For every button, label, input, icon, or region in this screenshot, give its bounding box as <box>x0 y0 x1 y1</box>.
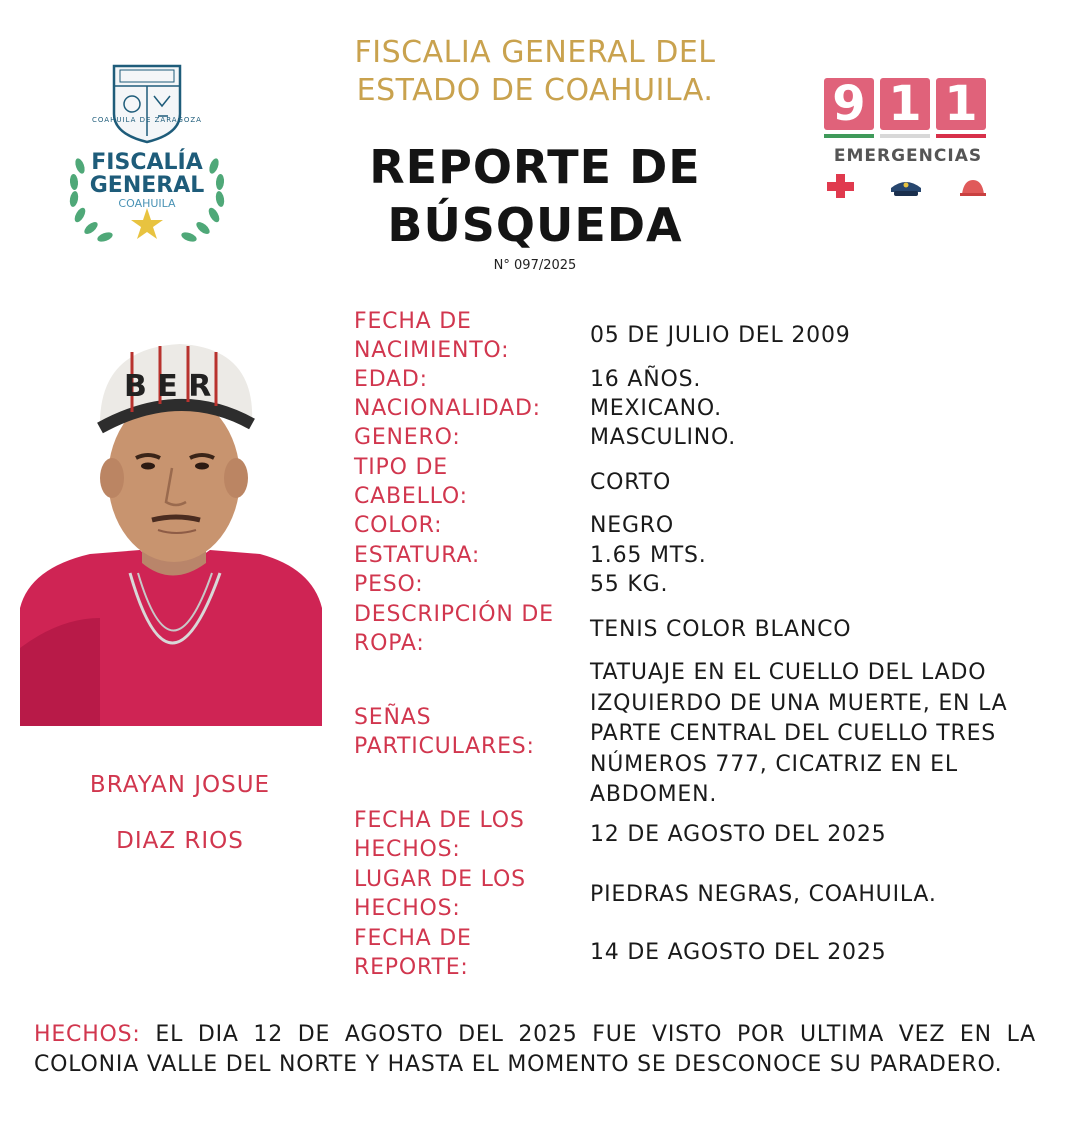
institution-line-2: ESTADO DE COAHUILA. <box>356 73 714 108</box>
label-line: PESO: <box>354 572 424 597</box>
person-name-line-2: DIAZ RIOS <box>116 828 244 854</box>
value-line: CORTO <box>590 470 672 495</box>
flag-green-bar <box>824 134 874 138</box>
value-line: NEGRO <box>590 513 675 538</box>
digit-1b: 1 <box>936 78 986 130</box>
facts-paragraph <box>34 1020 1036 1080</box>
report-title-line-1: REPORTE DE <box>369 140 701 194</box>
flag-white-bar <box>880 134 930 138</box>
label-descripcion-ropa <box>354 600 584 658</box>
value-fecha-nacimiento <box>590 321 1060 350</box>
value-peso <box>590 570 1060 599</box>
logo-911 <box>818 72 998 202</box>
label-line: DESCRIPCIÓN DE <box>354 602 554 627</box>
facts-label: HECHOS: <box>34 1022 141 1047</box>
label-genero <box>354 423 584 452</box>
value-line: TENIS COLOR BLANCO <box>590 617 852 642</box>
report-number: N° 097/2025 <box>493 258 577 273</box>
person-photo <box>20 318 322 726</box>
label-line: ROPA: <box>354 631 425 656</box>
label-edad <box>354 365 584 394</box>
value-tipo-cabello <box>590 468 1060 497</box>
value-nacionalidad <box>590 394 1060 423</box>
institution-title <box>300 34 770 110</box>
value-senas-particulares <box>590 658 1060 811</box>
value-line: PARTE CENTRAL DEL CUELLO TRES <box>590 721 997 746</box>
value-edad <box>590 365 1060 394</box>
value-fecha-reporte <box>590 938 1060 967</box>
value-line: IZQUIERDO DE UNA MUERTE, EN LA <box>590 690 1008 716</box>
label-line: HECHOS: <box>354 837 461 862</box>
label-estatura <box>354 541 584 570</box>
label-line: ESTATURA: <box>354 543 481 568</box>
label-line: FECHA DE <box>354 926 472 951</box>
value-descripcion-ropa <box>590 615 1060 644</box>
label-line: TIPO DE <box>354 455 448 480</box>
value-lugar-hechos <box>590 880 1060 909</box>
fiscalia-logo <box>62 56 232 246</box>
logo-line-1: FISCALÍA <box>91 150 203 175</box>
label-senas-particulares <box>354 703 584 761</box>
digit-1a: 1 <box>880 78 930 130</box>
label-lugar-hechos <box>354 865 584 923</box>
value-color <box>590 511 1060 540</box>
value-line: 55 KG. <box>590 572 669 597</box>
label-line: EDAD: <box>354 367 428 392</box>
fire-helmet-icon <box>958 176 988 198</box>
label-line: REPORTE: <box>354 955 469 980</box>
institution-line-1: FISCALIA GENERAL DEL <box>354 35 716 70</box>
value-line: ABDOMEN. <box>590 782 718 807</box>
logo-ring-text: COAHUILA DE ZARAGOZA <box>92 116 202 124</box>
label-line: GENERO: <box>354 425 461 450</box>
facts-text: EL DIA 12 DE AGOSTO DEL 2025 FUE VISTO POR ULTIMA VEZ EN LA COLONIA VALLE DEL NORTE Y HASTA EL MOMENTO SE DESCONOCE SU PARADERO. <box>34 1022 1036 1077</box>
svg-text:B E R: B E R <box>124 369 212 404</box>
label-line: PARTICULARES: <box>354 734 535 759</box>
label-line: SEÑAS <box>354 705 432 730</box>
label-line: NACIONALIDAD: <box>354 396 541 421</box>
label-color <box>354 511 584 540</box>
label-line: HECHOS: <box>354 896 461 921</box>
label-fecha-hechos <box>354 806 584 864</box>
label-nacionalidad <box>354 394 584 423</box>
value-line: 12 DE AGOSTO DEL 2025 <box>590 822 887 847</box>
value-line: 14 DE AGOSTO DEL 2025 <box>590 940 887 965</box>
label-line: NACIMIENTO: <box>354 338 510 363</box>
label-line: LUGAR DE LOS <box>354 867 526 892</box>
police-cap-icon <box>888 176 924 198</box>
value-line: PIEDRAS NEGRAS, COAHUILA. <box>590 882 937 907</box>
value-line: 16 AÑOS. <box>590 367 702 392</box>
label-line: CABELLO: <box>354 484 468 509</box>
emergencias-label: EMERGENCIAS <box>833 146 983 166</box>
label-line: COLOR: <box>354 513 443 538</box>
flag-red-bar <box>936 134 986 138</box>
red-cross-icon <box>824 172 858 200</box>
label-tipo-cabello <box>354 453 584 511</box>
value-estatura <box>590 541 1060 570</box>
logo-line-2: GENERAL <box>89 173 205 198</box>
value-line: 1.65 MTS. <box>590 543 707 568</box>
value-line: 05 DE JULIO DEL 2009 <box>590 323 851 348</box>
value-fecha-hechos <box>590 820 1060 849</box>
value-genero <box>590 423 1060 452</box>
value-line: MASCULINO. <box>590 425 737 450</box>
label-line: FECHA DE <box>354 309 472 334</box>
value-line: MEXICANO. <box>590 396 722 421</box>
logo-line-3: COAHUILA <box>118 197 176 210</box>
label-fecha-reporte <box>354 924 584 982</box>
label-line: FECHA DE LOS <box>354 808 525 833</box>
person-name-line-1: BRAYAN JOSUE <box>89 772 271 798</box>
report-title <box>300 138 770 254</box>
label-fecha-nacimiento <box>354 307 584 365</box>
value-line: NÚMEROS 777, CICATRIZ EN EL <box>590 751 958 777</box>
value-line: TATUAJE EN EL CUELLO DEL LADO <box>590 660 987 685</box>
label-peso <box>354 570 584 599</box>
digit-9: 9 <box>824 78 874 130</box>
missing-person-photo <box>20 318 322 726</box>
report-title-line-2: BÚSQUEDA <box>387 198 683 252</box>
